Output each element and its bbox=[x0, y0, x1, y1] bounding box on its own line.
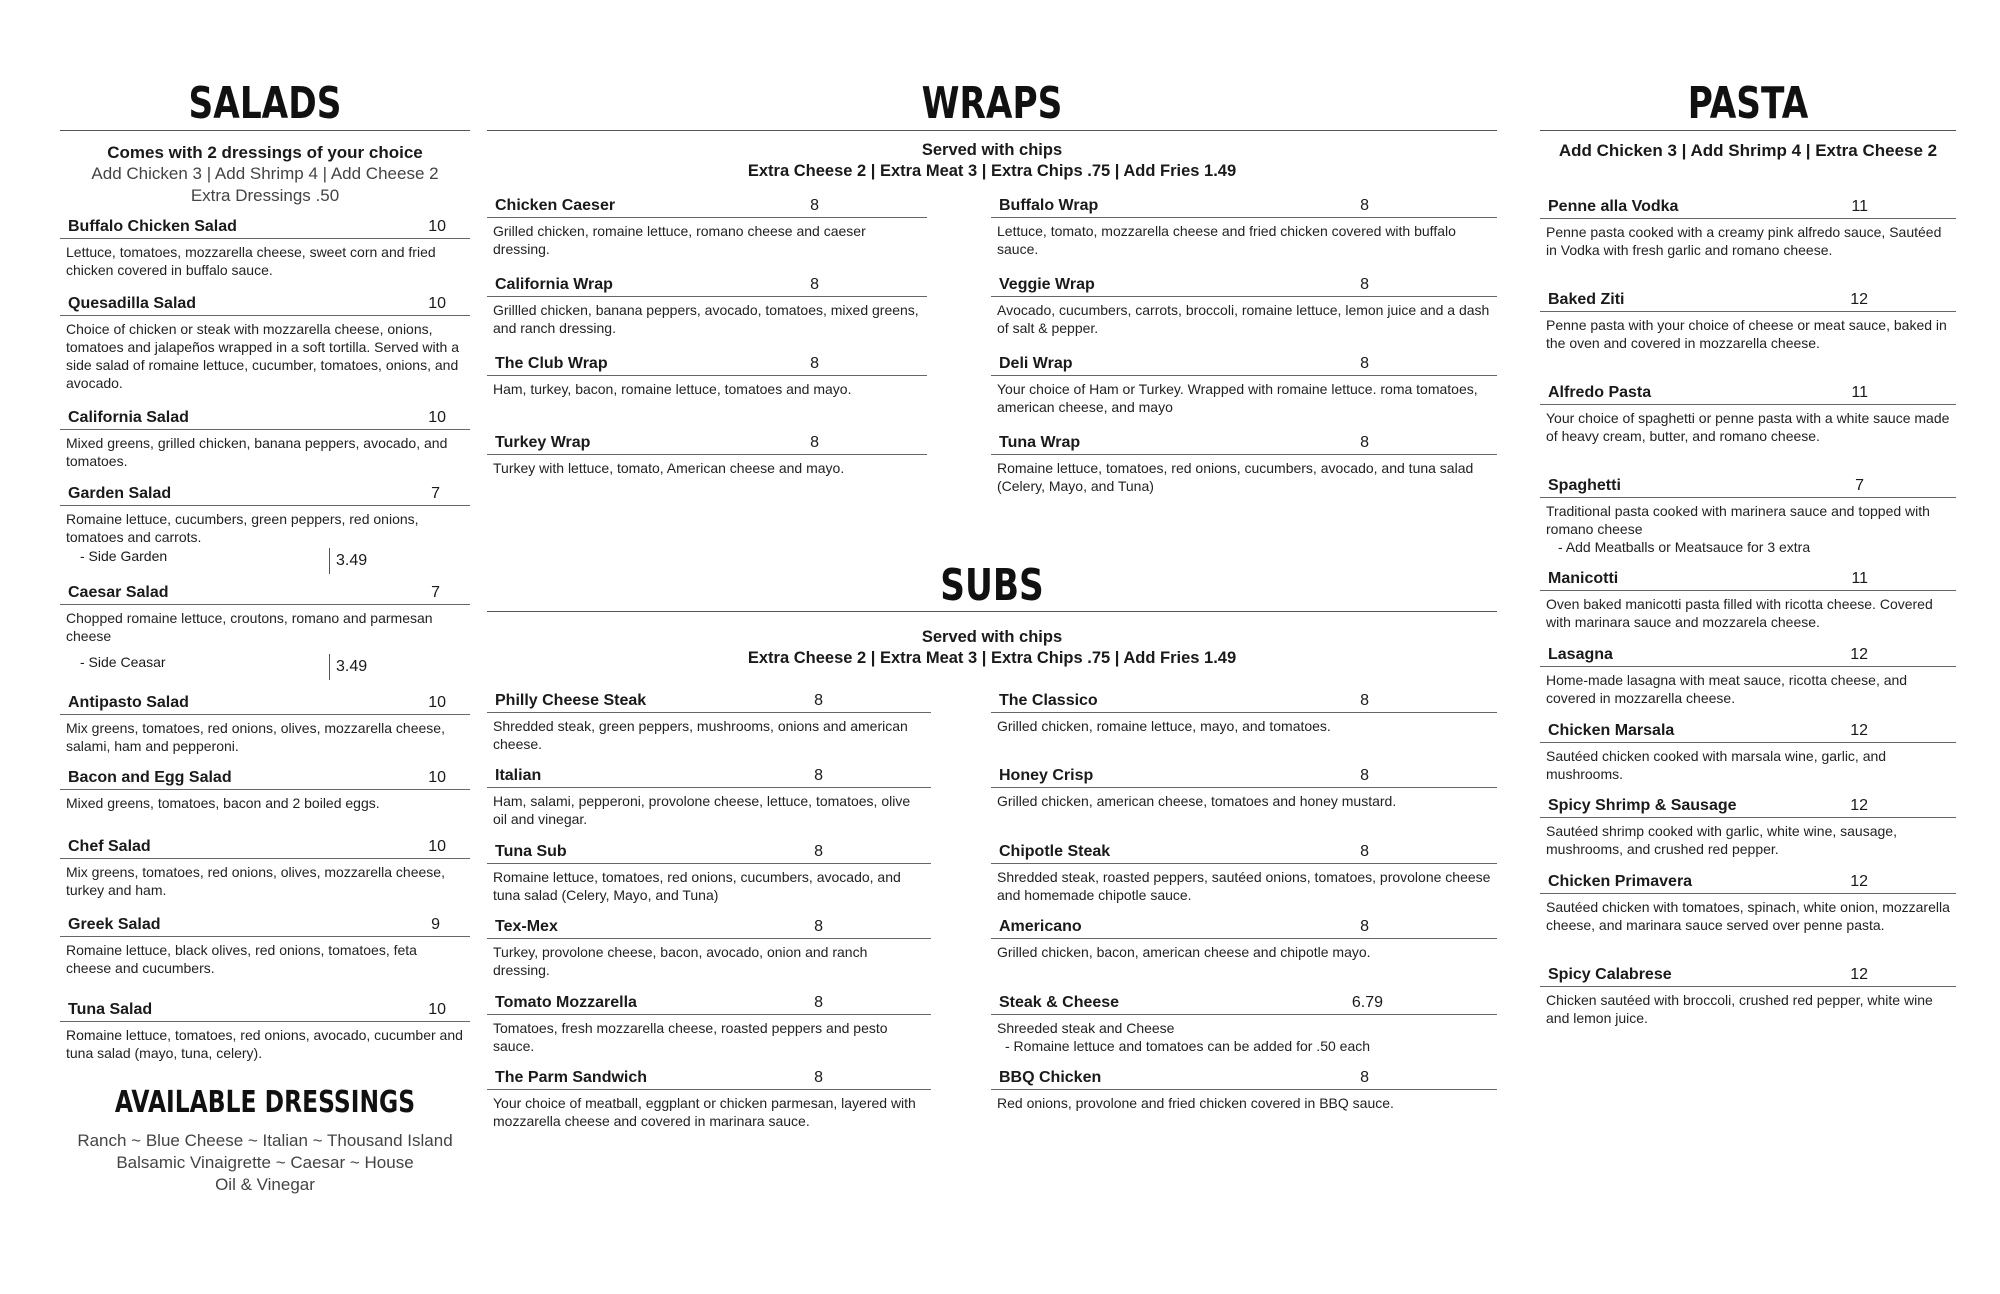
item-description: Mixed greens, tomatoes, bacon and 2 boiled eggs. bbox=[66, 795, 380, 811]
side-garden-price: 3.49 bbox=[329, 548, 367, 574]
item-price: 8 bbox=[814, 1069, 823, 1086]
side-garden-row bbox=[60, 548, 367, 574]
wraps-note-chips: Served with chips bbox=[921, 141, 1063, 159]
salads-note-addons: Add Chicken 3 | Add Shrimp 4 | Add Cheese 2 bbox=[91, 164, 439, 183]
item-price: 8 bbox=[810, 434, 819, 451]
item-description: Home-made lasagna with meat sauce, ricotta cheese, and covered in mozzarella cheese. bbox=[1546, 672, 1908, 706]
salads-note-extra: Extra Dressings .50 bbox=[190, 186, 340, 205]
item-name: Buffalo Wrap bbox=[999, 197, 1099, 214]
item-description: Turkey, provolone cheese, bacon, avocado, onion and ranch dressing. bbox=[493, 944, 868, 978]
item-price: 8 bbox=[1360, 843, 1369, 860]
pasta-rule bbox=[1540, 130, 1956, 131]
pasta-note-addons: Add Chicken 3 | Add Shrimp 4 | Extra Cheese 2 bbox=[1558, 141, 1938, 160]
side-caesar-label: - Side Ceasar bbox=[80, 654, 166, 670]
item-name: California Wrap bbox=[495, 276, 613, 293]
item-description: Grilled chicken, bacon, american cheese and chipotle mayo. bbox=[997, 944, 1371, 960]
item-description: Turkey with lettuce, tomato, American cheese and mayo. bbox=[493, 460, 845, 476]
menu-item bbox=[1540, 793, 1956, 858]
item-name: Penne alla Vodka bbox=[1548, 198, 1679, 215]
item-description: Your choice of meatball, eggplant or chicken parmesan, layered with mozzarella cheese and covered in marinara sauce. bbox=[493, 1095, 916, 1129]
item-description: Red onions, provolone and fried chicken covered in BBQ sauce. bbox=[997, 1095, 1394, 1111]
menu-item bbox=[487, 990, 931, 1055]
item-description: Grillled chicken, banana peppers, avocado, tomatoes, mixed greens, and ranch dressing. bbox=[493, 302, 919, 336]
item-description: Chicken sautéed with broccoli, crushed red pepper, white wine and lemon juice. bbox=[1546, 992, 1933, 1026]
item-description: Sautéed chicken with tomatoes, spinach, white onion, mozzarella cheese, and marinara sauce served over penne pasta. bbox=[1546, 899, 1950, 933]
item-description: Avocado, cucumbers, carrots, broccoli, romaine lettuce, lemon juice and a dash of salt & pepper. bbox=[997, 302, 1490, 336]
item-name: The Classico bbox=[999, 692, 1098, 709]
item-price: 11 bbox=[1851, 384, 1868, 401]
subs-note-chips: Served with chips bbox=[921, 628, 1063, 646]
menu-item bbox=[60, 580, 470, 645]
item-name: BBQ Chicken bbox=[999, 1069, 1102, 1086]
item-price: 10 bbox=[428, 409, 446, 426]
item-description: Romaine lettuce, tomatoes, red onions, cucumbers, avocado, and tuna salad (Celery, Mayo, and Tuna) bbox=[997, 460, 1474, 494]
item-name: The Club Wrap bbox=[495, 355, 608, 372]
item-price: 7 bbox=[431, 485, 440, 502]
item-price: 9 bbox=[431, 916, 440, 933]
item-description: Grilled chicken, romaine lettuce, romano cheese and caeser dressing. bbox=[493, 223, 866, 257]
item-description: Mixed greens, grilled chicken, banana peppers, avocado, and tomatoes. bbox=[66, 435, 448, 469]
menu-item bbox=[60, 214, 470, 279]
subs-title: SUBS bbox=[940, 560, 1044, 611]
item-description: Grilled chicken, romaine lettuce, mayo, and tomatoes. bbox=[997, 718, 1331, 734]
item-price: 8 bbox=[814, 767, 823, 784]
item-description: Romaine lettuce, tomatoes, red onions, avocado, cucumber and tuna salad (mayo, tuna, celery). bbox=[66, 1027, 463, 1061]
wraps-title: WRAPS bbox=[921, 78, 1063, 129]
item-price: 8 bbox=[1360, 767, 1369, 784]
item-description: Tomatoes, fresh mozzarella cheese, roasted peppers and pesto sauce. bbox=[493, 1020, 888, 1054]
item-price: 8 bbox=[814, 692, 823, 709]
item-description: Romaine lettuce, black olives, red onions, tomatoes, feta cheese and cucumbers. bbox=[66, 942, 417, 976]
item-name: The Parm Sandwich bbox=[495, 1069, 648, 1086]
menu-item bbox=[487, 193, 927, 258]
item-description: Grilled chicken, american cheese, tomatoes and honey mustard. bbox=[997, 793, 1397, 809]
menu-item bbox=[60, 690, 470, 755]
item-price: 10 bbox=[428, 838, 446, 855]
item-price: 8 bbox=[814, 918, 823, 935]
menu-item bbox=[487, 272, 927, 337]
item-name: California Salad bbox=[68, 409, 189, 426]
side-garden-label: - Side Garden bbox=[80, 548, 168, 564]
menu-item bbox=[487, 914, 931, 979]
menu-item bbox=[991, 1065, 1497, 1112]
item-name: Spaghetti bbox=[1548, 477, 1621, 494]
item-name: Italian bbox=[495, 767, 542, 784]
item-name: Deli Wrap bbox=[999, 355, 1073, 372]
menu-item bbox=[1540, 869, 1956, 934]
item-price: 12 bbox=[1850, 797, 1868, 814]
menu-item bbox=[991, 272, 1497, 337]
item-name: Veggie Wrap bbox=[999, 276, 1095, 293]
menu-item bbox=[487, 839, 931, 904]
menu-item bbox=[487, 430, 927, 477]
item-name: Greek Salad bbox=[68, 916, 161, 933]
item-name: Buffalo Chicken Salad bbox=[68, 218, 237, 235]
salads-title: SALADS bbox=[188, 78, 342, 129]
menu-item bbox=[991, 351, 1497, 416]
menu-item bbox=[991, 990, 1497, 1055]
item-price: 7 bbox=[431, 584, 440, 601]
item-price: 6.79 bbox=[1351, 994, 1383, 1011]
menu-item bbox=[1540, 287, 1956, 352]
menu-item bbox=[1540, 473, 1956, 556]
item-description: Shreeded steak and Cheese bbox=[997, 1020, 1175, 1036]
item-price: 8 bbox=[810, 355, 819, 372]
item-name: Chicken Primavera bbox=[1548, 873, 1693, 890]
item-name: Lasagna bbox=[1548, 646, 1613, 663]
menu-item bbox=[60, 291, 470, 392]
item-name: Steak & Cheese bbox=[999, 994, 1120, 1011]
item-name: Manicotti bbox=[1548, 570, 1619, 587]
item-name: Garden Salad bbox=[68, 485, 172, 502]
side-caesar-row bbox=[60, 654, 367, 680]
menu-item bbox=[1540, 194, 1956, 259]
pasta-title: PASTA bbox=[1687, 78, 1809, 129]
menu-item bbox=[1540, 962, 1956, 1027]
item-description: Mix greens, tomatoes, red onions, olives, mozzarella cheese, turkey and ham. bbox=[66, 864, 445, 898]
item-price: 8 bbox=[1360, 692, 1369, 709]
menu-item bbox=[487, 1065, 931, 1130]
item-name: Tuna Salad bbox=[68, 1001, 153, 1018]
item-price: 8 bbox=[1360, 434, 1369, 451]
item-description: Your choice of spaghetti or penne pasta with a white sauce made of heavy cream, butter, and romano cheese. bbox=[1546, 410, 1950, 444]
item-price: 10 bbox=[428, 295, 446, 312]
item-price: 8 bbox=[814, 994, 823, 1011]
item-name: Turkey Wrap bbox=[495, 434, 591, 451]
menu-item bbox=[1540, 566, 1956, 631]
item-name: Caesar Salad bbox=[68, 584, 169, 601]
item-price: 7 bbox=[1855, 477, 1864, 494]
item-price: 8 bbox=[814, 843, 823, 860]
dressings-line-3: Oil & Vinegar bbox=[215, 1175, 315, 1194]
item-price: 11 bbox=[1851, 198, 1868, 215]
item-price: 10 bbox=[428, 694, 446, 711]
wraps-note-extras: Extra Cheese 2 | Extra Meat 3 | Extra Chips .75 | Add Fries 1.49 bbox=[747, 162, 1237, 180]
item-price: 10 bbox=[428, 769, 446, 786]
item-price: 12 bbox=[1850, 966, 1868, 983]
item-name: Chicken Caeser bbox=[495, 197, 616, 214]
menu-item bbox=[60, 997, 470, 1062]
item-description: Chopped romaine lettuce, croutons, romano and parmesan cheese bbox=[66, 610, 433, 644]
dressings-line-1: Ranch ~ Blue Cheese ~ Italian ~ Thousand Island bbox=[77, 1131, 453, 1150]
item-description: Shredded steak, roasted peppers, sautéed onions, tomatoes, provolone cheese and homemade chipotle sauce. bbox=[997, 869, 1491, 903]
item-name: Alfredo Pasta bbox=[1548, 384, 1652, 401]
item-description: Shredded steak, green peppers, mushrooms, onions and american cheese. bbox=[493, 718, 908, 752]
menu-item bbox=[991, 430, 1497, 495]
item-description: Sautéed shrimp cooked with garlic, white wine, sausage, mushrooms, and crushed red pepper. bbox=[1546, 823, 1897, 857]
menu-item bbox=[60, 765, 470, 812]
item-name: Bacon and Egg Salad bbox=[68, 769, 232, 786]
menu-item bbox=[487, 688, 931, 753]
menu-item bbox=[991, 193, 1497, 258]
menu-item bbox=[1540, 642, 1956, 707]
item-price: 8 bbox=[1360, 918, 1369, 935]
item-description: Penne pasta with your choice of cheese or meat sauce, baked in the oven and covered in mozzarella cheese. bbox=[1546, 317, 1947, 351]
item-price: 8 bbox=[810, 197, 819, 214]
item-description-note: - Romaine lettuce and tomatoes can be added for .50 each bbox=[1005, 1038, 1371, 1054]
menu-item bbox=[487, 763, 931, 828]
salads-note-dressings: Comes with 2 dressings of your choice bbox=[107, 143, 423, 162]
dressings-block bbox=[60, 1085, 470, 1196]
item-description: Sautéed chicken cooked with marsala wine, garlic, and mushrooms. bbox=[1546, 748, 1887, 782]
item-name: Antipasto Salad bbox=[68, 694, 189, 711]
item-name: Philly Cheese Steak bbox=[495, 692, 647, 709]
item-name: Americano bbox=[999, 918, 1082, 935]
item-name: Spicy Calabrese bbox=[1548, 966, 1672, 983]
item-price: 11 bbox=[1851, 570, 1868, 587]
item-description: Choice of chicken or steak with mozzarella cheese, onions, tomatoes and jalapeños wrapped in a soft tortilla. Served with a side salad of romaine lettuce, cucumber, tomatoes, onions, and avocado. bbox=[66, 321, 460, 391]
item-description: Lettuce, tomatoes, mozzarella cheese, sweet corn and fried chicken covered in buffalo sauce. bbox=[66, 244, 436, 278]
item-price: 8 bbox=[1360, 197, 1369, 214]
item-name: Honey Crisp bbox=[999, 767, 1094, 784]
item-name: Chipotle Steak bbox=[999, 843, 1111, 860]
menu-item bbox=[1540, 718, 1956, 783]
item-description: Ham, turkey, bacon, romaine lettuce, tomatoes and mayo. bbox=[493, 381, 852, 397]
item-description: Oven baked manicotti pasta filled with ricotta cheese. Covered with marinara sauce and mozzarela cheese. bbox=[1546, 596, 1933, 630]
menu-item bbox=[1540, 380, 1956, 445]
subs-rule bbox=[487, 611, 1497, 612]
item-description: Mix greens, tomatoes, red onions, olives, mozzarella cheese, salami, ham and pepperoni. bbox=[66, 720, 445, 754]
menu-item bbox=[60, 834, 470, 899]
item-price: 8 bbox=[810, 276, 819, 293]
item-name: Chef Salad bbox=[68, 838, 151, 855]
item-description-note: - Add Meatballs or Meatsauce for 3 extra bbox=[1558, 539, 1811, 555]
menu-item bbox=[60, 481, 470, 546]
menu-item bbox=[991, 914, 1497, 961]
item-name: Baked Ziti bbox=[1548, 291, 1625, 308]
item-description: Penne pasta cooked with a creamy pink alfredo sauce, Sautéed in Vodka with fresh garlic and romano cheese. bbox=[1546, 224, 1942, 258]
item-price: 10 bbox=[428, 1001, 446, 1018]
dressings-line-2: Balsamic Vinaigrette ~ Caesar ~ House bbox=[116, 1153, 414, 1172]
menu-item bbox=[991, 688, 1497, 735]
menu-item bbox=[60, 405, 470, 470]
item-name: Quesadilla Salad bbox=[68, 295, 197, 312]
menu-item bbox=[991, 763, 1497, 810]
menu-item bbox=[991, 839, 1497, 904]
item-description: Romaine lettuce, tomatoes, red onions, cucumbers, avocado, and tuna salad (Celery, Mayo, and Tuna) bbox=[493, 869, 901, 903]
salads-rule bbox=[60, 130, 470, 131]
item-price: 8 bbox=[1360, 1069, 1369, 1086]
item-name: Chicken Marsala bbox=[1548, 722, 1675, 739]
dressings-title: AVAILABLE DRESSINGS bbox=[114, 1085, 416, 1120]
item-description: Ham, salami, pepperoni, provolone cheese, lettuce, tomatoes, olive oil and vinegar. bbox=[493, 793, 911, 827]
item-description: Your choice of Ham or Turkey. Wrapped with romaine lettuce. roma tomatoes, american cheese, and mayo bbox=[997, 381, 1478, 415]
item-price: 10 bbox=[428, 218, 446, 235]
item-price: 8 bbox=[1360, 355, 1369, 372]
item-price: 12 bbox=[1850, 722, 1868, 739]
item-description: Lettuce, tomato, mozzarella cheese and fried chicken covered with buffalo sauce. bbox=[997, 223, 1456, 257]
item-name: Tuna Sub bbox=[495, 843, 567, 860]
item-name: Tuna Wrap bbox=[999, 434, 1081, 451]
item-description: Traditional pasta cooked with marinera sauce and topped with romano cheese bbox=[1546, 503, 1930, 537]
menu-item bbox=[487, 351, 927, 398]
item-name: Spicy Shrimp & Sausage bbox=[1548, 797, 1737, 814]
menu-item bbox=[60, 912, 470, 977]
item-price: 8 bbox=[1360, 276, 1369, 293]
side-caesar-price: 3.49 bbox=[329, 654, 367, 680]
item-description: Romaine lettuce, cucumbers, green peppers, red onions, tomatoes and carrots. bbox=[66, 511, 419, 545]
wraps-rule bbox=[487, 130, 1497, 131]
item-price: 12 bbox=[1850, 291, 1868, 308]
item-name: Tex-Mex bbox=[495, 918, 558, 935]
item-name: Tomato Mozzarella bbox=[495, 994, 637, 1011]
item-price: 12 bbox=[1850, 646, 1868, 663]
item-price: 12 bbox=[1850, 873, 1868, 890]
subs-note-extras: Extra Cheese 2 | Extra Meat 3 | Extra Chips .75 | Add Fries 1.49 bbox=[747, 649, 1237, 667]
